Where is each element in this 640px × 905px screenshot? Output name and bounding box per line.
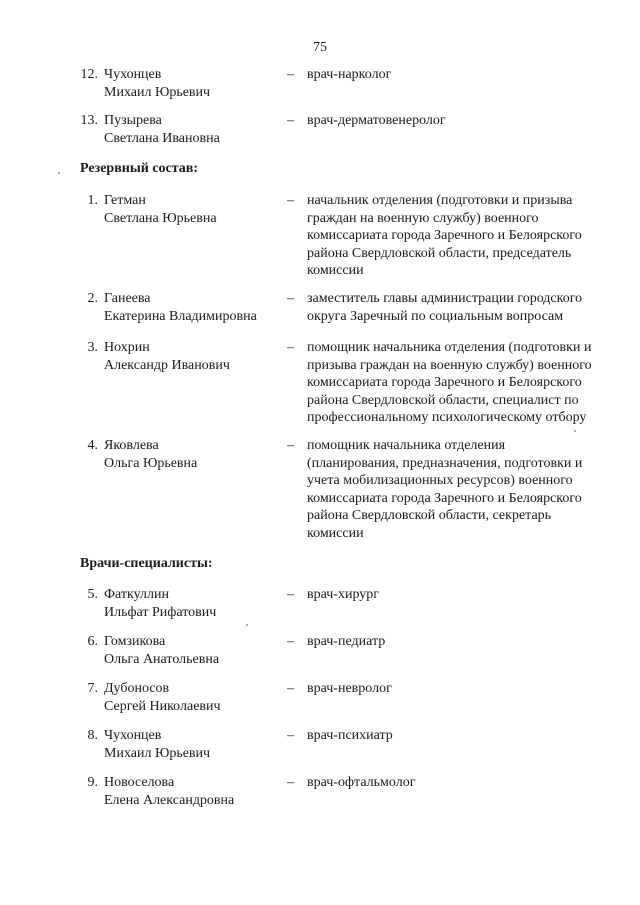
- person-name: Яковлева Ольга Юрьевна: [104, 438, 198, 471]
- dash: –: [287, 113, 294, 128]
- item-number: 7.: [87, 681, 98, 696]
- person-name: Фаткуллин Ильфат Рифатович: [104, 587, 217, 620]
- section-title-doctors: Врачи-специалисты:: [80, 556, 213, 571]
- person-name: Ганеева Екатерина Владимировна: [104, 291, 257, 324]
- dash: –: [287, 681, 294, 696]
- item-number: 4.: [87, 438, 98, 453]
- person-name: Чухонцев Михаил Юрьевич: [104, 728, 211, 761]
- person-name: Гетман Светлана Юрьевна: [104, 193, 217, 226]
- person-role: врач-педиатр: [307, 634, 386, 649]
- item-number: 3.: [87, 340, 98, 355]
- person-name: Новоселова Елена Александровна: [104, 775, 235, 808]
- person-name: Чухонцев Михаил Юрьевич: [104, 67, 211, 100]
- scan-speck: [246, 624, 248, 626]
- item-number: 5.: [87, 587, 98, 602]
- person-role: начальник отделения (подготовки и призыва граждан на военную службу) военного комиссариата города Заречного и Белоярского района Свердловской области, председатель комиссии: [307, 193, 582, 278]
- person-role: врач-невролог: [307, 681, 392, 696]
- item-number: 8.: [87, 728, 98, 743]
- person-role: врач-офтальмолог: [307, 775, 416, 790]
- section-title-reserve: Резервный состав:: [80, 161, 199, 176]
- dash: –: [287, 587, 294, 602]
- person-role: помощник начальника отделения (планирования, предназначения, подготовки и учета мобилизационных ресурсов) военного комиссариата города Заречного и Белоярского района Свердловской области, секретарь комиссии: [307, 438, 583, 541]
- person-role: врач-нарколог: [307, 67, 392, 82]
- dash: –: [287, 193, 294, 208]
- dash: –: [287, 340, 294, 355]
- person-name: Гомзикова Ольга Анатольевна: [104, 634, 220, 667]
- person-role: врач-хирург: [307, 587, 380, 602]
- person-role: заместитель главы администрации городского округа Заречный по социальным вопросам: [307, 291, 583, 324]
- person-name: Пузырева Светлана Ивановна: [104, 113, 220, 146]
- dash: –: [287, 728, 294, 743]
- dash: –: [287, 438, 294, 453]
- item-number: 6.: [87, 634, 98, 649]
- person-name: Дубоносов Сергей Николаевич: [104, 681, 221, 714]
- item-number: 1.: [87, 193, 98, 208]
- dash: –: [287, 775, 294, 790]
- person-role: помощник начальника отделения (подготовки и призыва граждан на военную службу) военного комиссариата города Заречного и Белоярского района Свердловской области, специалист по профессиональному психологическому отбору: [307, 340, 592, 425]
- item-number: 12.: [80, 67, 98, 82]
- scan-speck: [58, 172, 60, 174]
- item-number: 2.: [87, 291, 98, 306]
- dash: –: [287, 67, 294, 82]
- dash: –: [287, 634, 294, 649]
- person-role: врач-психиатр: [307, 728, 393, 743]
- page-number: 75: [313, 40, 327, 55]
- dash: –: [287, 291, 294, 306]
- person-name: Нохрин Александр Иванович: [104, 340, 230, 373]
- item-number: 13.: [80, 113, 98, 128]
- person-role: врач-дерматовенеролог: [307, 113, 446, 128]
- scan-speck: [574, 430, 576, 432]
- item-number: 9.: [87, 775, 98, 790]
